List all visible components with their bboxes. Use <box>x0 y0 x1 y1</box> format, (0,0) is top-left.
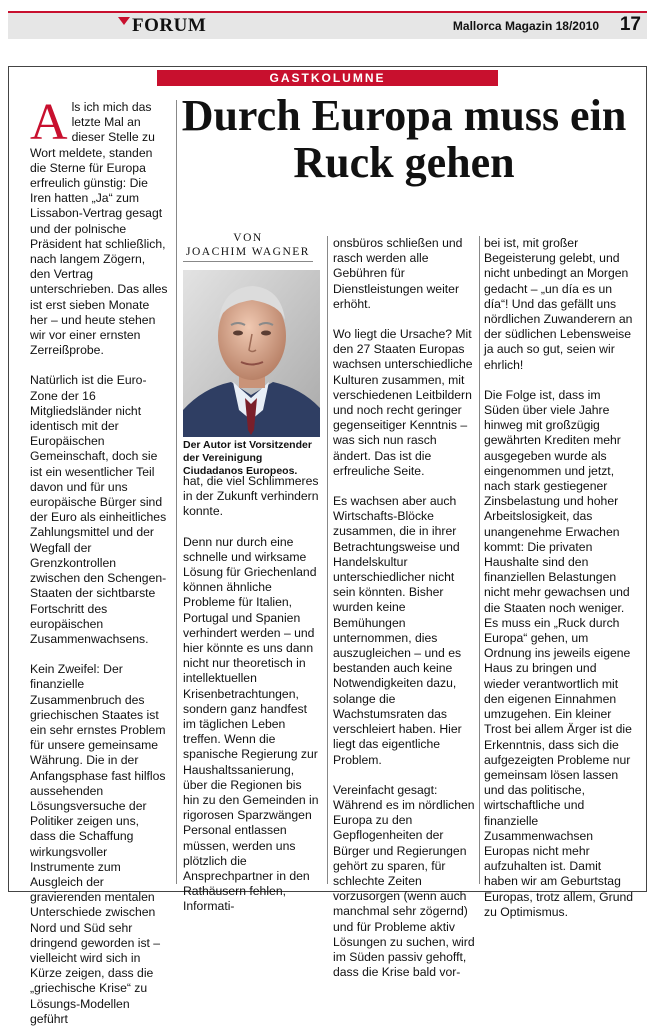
paragraph: Vereinfacht gesagt: Während es im nördlichen Europa zu den Gepflogenheiten der Bürger und Regierungen gehört zu sparen, für schlechte Zeiten vorzusorgen (wenn auch manchmal sehr zögernd) und für Probleme aktiv Lösungen zu suchen, wird im Süden passiv gehofft, dass die Krise bald vor- <box>333 782 475 980</box>
byline-von: VON <box>233 232 263 244</box>
paragraph: onsbüros schließen und rasch werden alle Gebühren für Dienstleistungen weiter erhöht. <box>333 236 463 311</box>
paragraph-text: ls ich mich das letzte Mal an dieser Stelle zu Wort meldete, standen die Sterne für Europa erfreulich günstig: Die Iren hatten „Ja“ zum Lissabon-Vertrag gesagt und der polnische Präsident hat schließlich, nach langem Zögern, den Vertrag unterschrieben. Das alles ist erst sieben Monate her – und heute stehen wir vor einer ernsten Zerreißprobe. <box>30 100 168 358</box>
byline-rule <box>183 261 313 262</box>
byline-author: JOACHIM WAGNER <box>186 246 310 258</box>
headline: Durch Europa muss ein Ruck gehen <box>181 91 627 187</box>
paragraph: Natürlich ist die Euro-Zone der 16 Mitgliedsländer nicht identisch mit der Europäischen Gemeinschaft, doch sie ist ein wesentlicher Teil davon und für uns europäische Bürger sind der Euro als einheitliches Zahlungsmittel und der Wegfall der Grenzkontrollen zwischen den Schengen-Staaten der sichtbarste Fortschritt des europäischen Zusammenwachsens. <box>30 373 167 646</box>
article-column-4 <box>484 236 634 920</box>
paragraph: hat, die viel Schlimmeres in der Zukunft verhindern konnte. <box>183 474 319 519</box>
author-photo <box>183 270 320 437</box>
section-title: FORUM <box>132 15 207 36</box>
paragraph: Die Folge ist, dass im Süden über viele Jahre hinweg mit großzügig gewährten Krediten mehr ausgegeben wurde als eingenommen und jetzt, nach stark gestiegener Zinsbelastung und hoher Arbeitslosigkeit, das unangenehme Erwachen kommt: Die privaten Haushalte sind den finanziellen Belastungen nicht mehr gewachsen und die Staaten noch weniger. Es muss ein „Ruck durch Europa“ gehen, um Ordnung ins jeweils eigene Haus zu bringen und wieder verantwortlich mit den eigenen Einnahmen umzugehen. Ein kleiner Trost bei allem Ärger ist die Erkenntnis, dass sich die aufgezeigten Probleme nur gemeinsam lösen lassen und das politische, wirtschaftliche und finanzielle Zusammenwachsen Europas nicht mehr aufzuhalten ist. Damit haben wir am Geburtstag Europas, trotz allem, Grund zu Optimismus. <box>484 387 634 919</box>
dropcap: A <box>30 94 68 151</box>
issue-label: Mallorca Magazin 18/2010 <box>452 19 599 33</box>
paragraph: Denn nur durch eine schnelle und wirksame Lösung für Griechenland können ähnliche Probleme für Italien, Portugal und Spanien verhindert werden – und hier könnte es uns dann nicht nur theoretisch in intellektuellen Krisenbetrachtungen, sondern ganz handfest im täglichen Leben treffen. Wenn die spanische Regierung zur Haushaltssanierung, über die Regionen bis hin zu den Gemeinden in rigorosen Sparzwängen Personal entlassen müssen, werden uns plötzlich die Ansprechpartner in den Rathäusern fehlen, Informati- <box>183 534 319 914</box>
column-divider <box>176 100 177 884</box>
triangle-marker-icon <box>118 17 130 25</box>
paragraph <box>30 94 168 358</box>
paragraph: Wo liegt die Ursache? Mit den 27 Staaten Europas wachsen unterschiedliche Kulturen zusammen, mit verschiedenen Leitbildern und noch recht geringer gegenseitiger Kenntnis – was sich nun rasch ändert. Das ist die erfreuliche Seite. <box>333 327 473 478</box>
page-number: 17 <box>619 14 641 35</box>
photo-caption: Der Autor ist Vorsitzender der Vereinigung Ciudadanos Europeos. <box>183 439 312 477</box>
kicker-bar <box>157 70 498 86</box>
kicker-label: GASTKOLUMNE <box>269 71 386 85</box>
column-divider <box>479 236 480 884</box>
column-divider <box>327 236 328 884</box>
author-portrait-image <box>183 270 320 437</box>
paragraph: bei ist, mit großer Begeisterung gelebt, und nicht unbedingt an Morgen gedacht – „un día es un día“! Und das gefällt uns nördlichen Zuwanderern an der südlichen Lebensweise ja auch so gut, seien wir ehrlich! <box>484 236 633 372</box>
paragraph: Es wachsen aber auch Wirtschafts-Blöcke zusammen, die in ihrer Betrachtungsweise und Handelskultur unterschiedlicher nicht sein könnten. Bisher wurden keine Bemühungen unternommen, dies auszugleichen – und es bestanden auch keine Notwendigkeiten dazu, solange die Wachstumsraten das verschleiert haben. Hier liegt das eigentliche Problem. <box>333 494 462 767</box>
paragraph: Kein Zweifel: Der finanzielle Zusammenbruch des griechischen Staates ist ein sehr ernstes Problem für unsere gemeinsame Währung. Die in der Anfangsphase fast hilflos aussehenden Lösungsversuche der Politiker zeigen uns, dass die Schaffung wirkungsvoller Instrumente zum Ausgleich der gravierenden mentalen Unterschiede zwischen Nord und Süd sehr dringend geworden ist – vielleicht wird sich in Kürze zeigen, dass die „griechische Krise“ zu Lösungs-Modellen geführt <box>30 662 166 1026</box>
byline <box>183 231 313 259</box>
page-header <box>0 0 655 46</box>
article-column-3 <box>333 236 477 980</box>
article-column-1 <box>30 94 168 1027</box>
article-column-2 <box>183 474 321 915</box>
